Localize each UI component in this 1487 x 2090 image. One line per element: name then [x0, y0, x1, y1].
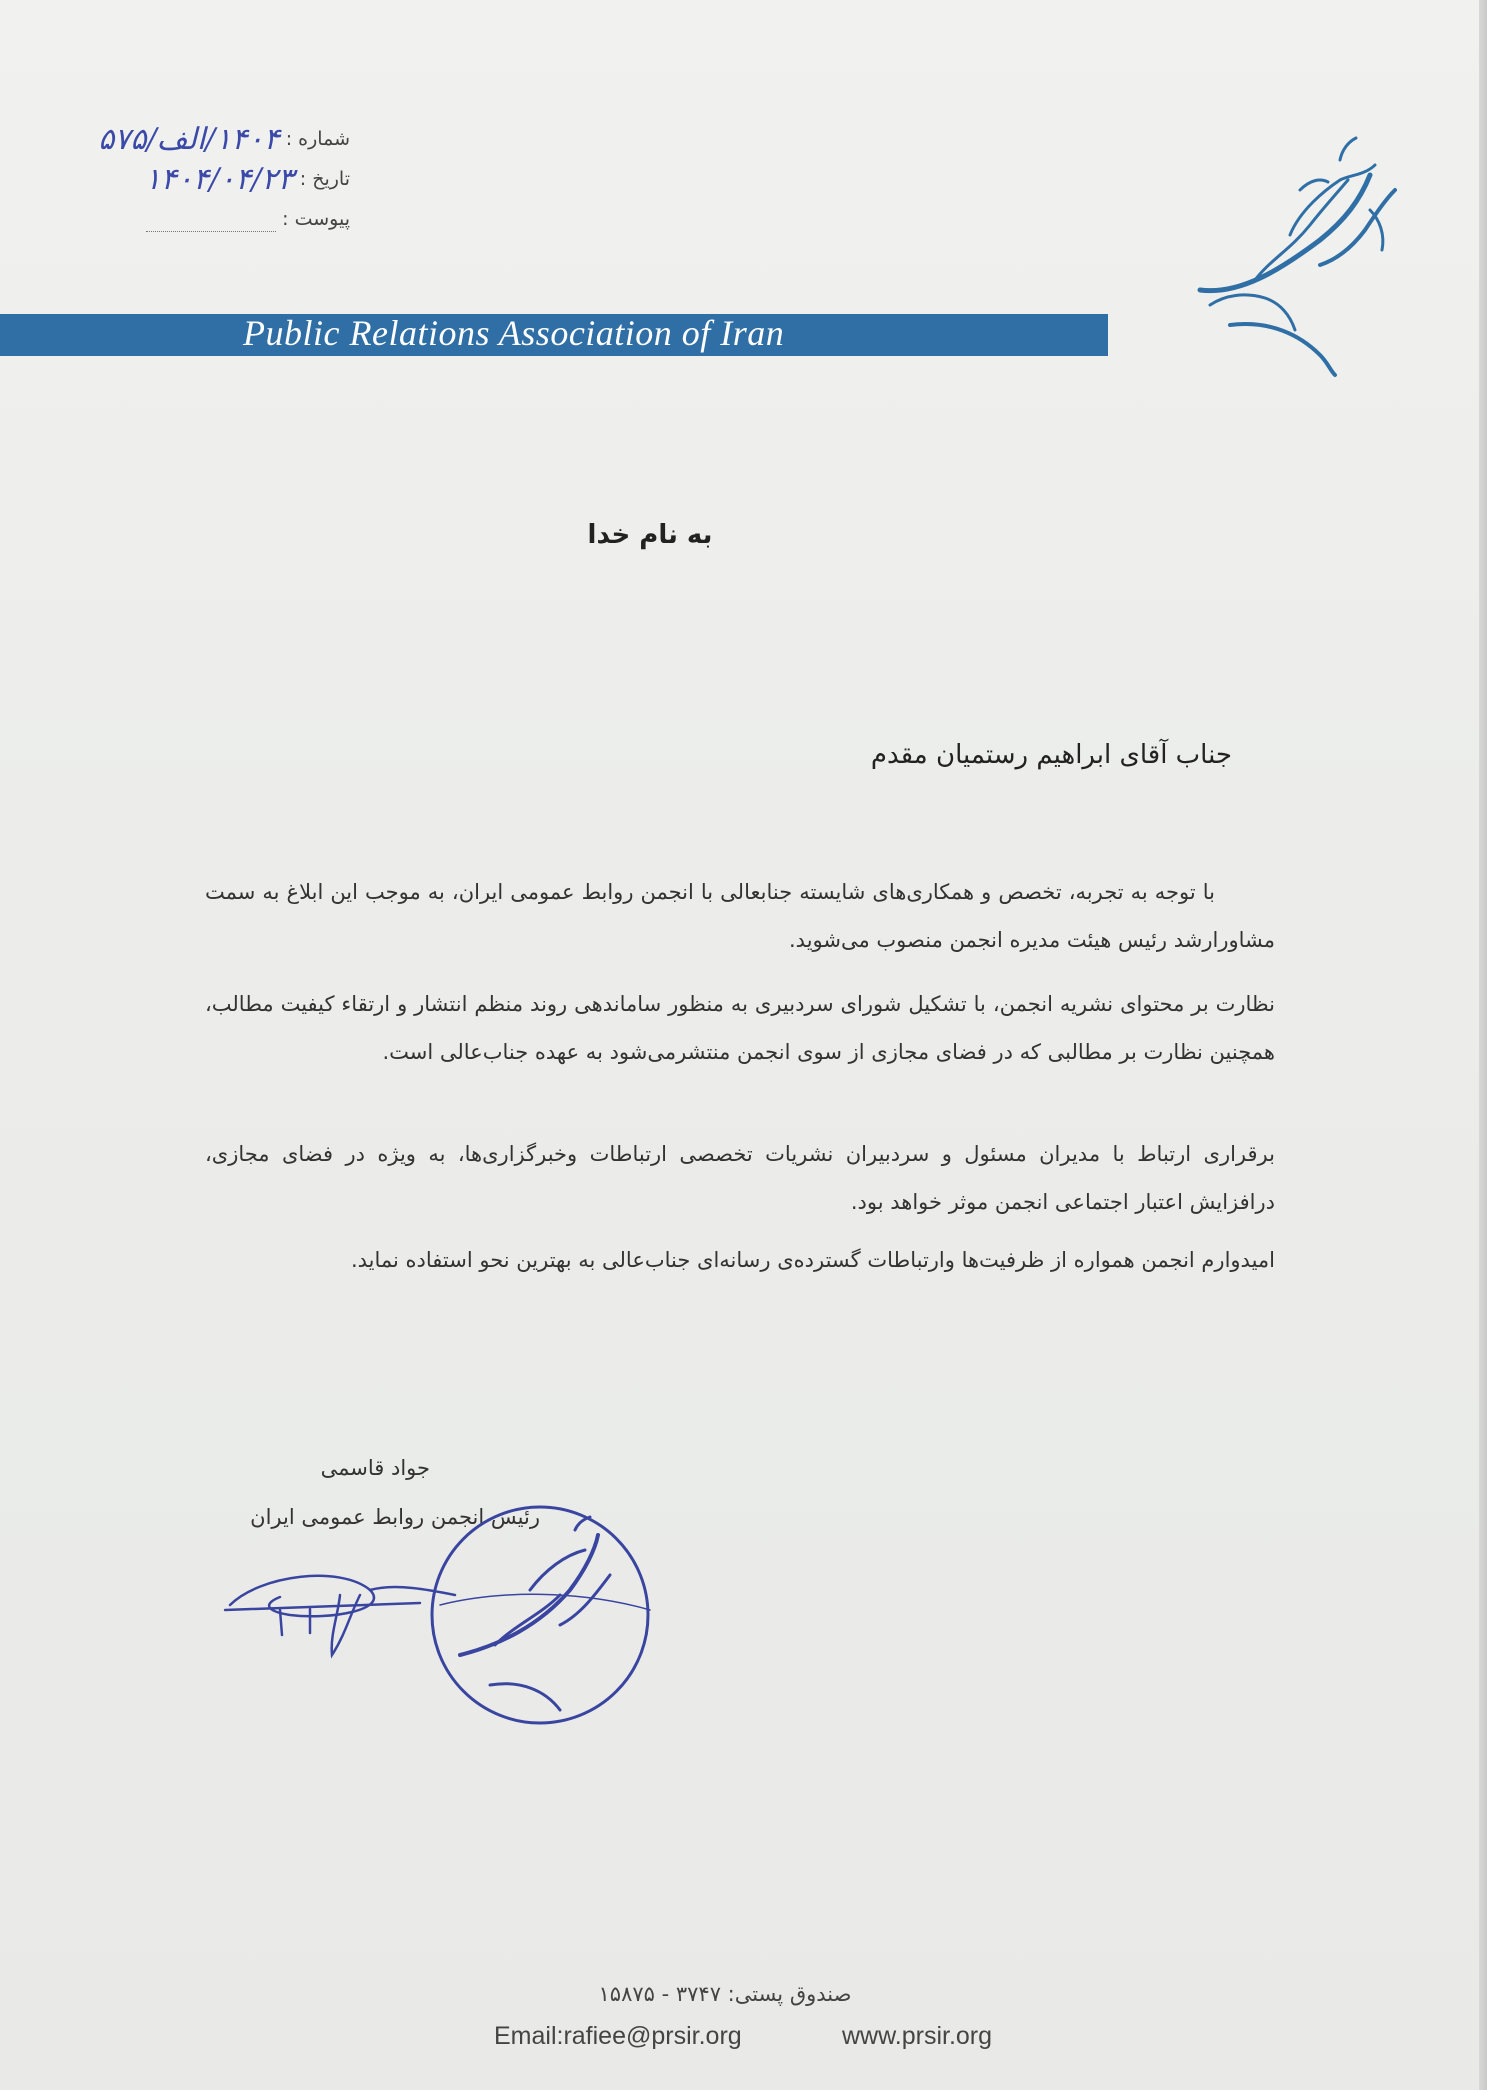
footer-website: www.prsir.org	[842, 2022, 993, 2050]
paragraph-2: نظارت بر محتوای نشریه انجمن، با تشکیل شورای سردبیری به منظور ساماندهی روند منظم انتشار و ارتقاء کیفیت مطالب، همچنین نظارت بر مطالبی که در فضای مجازی از سوی انجمن منتشرمی‌شود به عهده جناب‌عالی است.	[205, 992, 1275, 1064]
paragraph-4: امیدوارم انجمن همواره از ظرفیت‌ها وارتباطات گسترده‌ی رسانه‌ای جناب‌عالی به بهترین نحو استفاده نماید.	[350, 1248, 1275, 1272]
date-row	[145, 162, 350, 196]
paper-edge	[1479, 0, 1487, 2090]
number-row	[98, 122, 350, 156]
attachment-row	[146, 202, 350, 236]
signatory-name: جواد قاسمی	[320, 1456, 430, 1480]
letter-meta	[20, 120, 350, 260]
association-logo-icon	[1170, 120, 1420, 370]
official-stamp-icon	[420, 1495, 660, 1735]
date-label: تاریخ :	[299, 168, 350, 190]
footer-email: Email:rafiee@prsir.org	[494, 2022, 742, 2050]
footer-po-box: صندوق پستی: ۳۷۴۷ - ۱۵۸۷۵	[598, 1982, 852, 2006]
signatory-title: رئیس انجمن روابط عمومی ایران	[250, 1505, 540, 1529]
addressee-line: جناب آقای ابراهیم رستمیان مقدم	[870, 740, 1232, 770]
banner-title: Public Relations Association of Iran	[243, 313, 785, 353]
number-value: ۱۴۰۴/الف/۵۷۵	[98, 121, 280, 157]
attachment-label: پیوست :	[282, 208, 350, 230]
paragraph-1: با توجه به تجربه، تخصص و همکاری‌های شایسته جنابعالی با انجمن روابط عمومی ایران، به موجب این ابلاغ به سمت مشاورارشد رئیس هیئت مدیره انجمن منصوب می‌شوید.	[205, 880, 1275, 952]
paragraph-3: برقراری ارتباط با مدیران مسئول و سردبیران نشریات تخصصی ارتباطات وخبرگزاری‌ها، به ویژه در فضای مجازی، درافزایش اعتبار اجتماعی انجمن موثر خواهد بود.	[205, 1142, 1275, 1214]
date-value: ۱۴۰۴/۰۴/۲۳	[144, 161, 294, 197]
number-label: شماره :	[285, 128, 350, 150]
attachment-value	[146, 207, 276, 232]
bismillah-heading: به نام خدا	[587, 520, 713, 550]
